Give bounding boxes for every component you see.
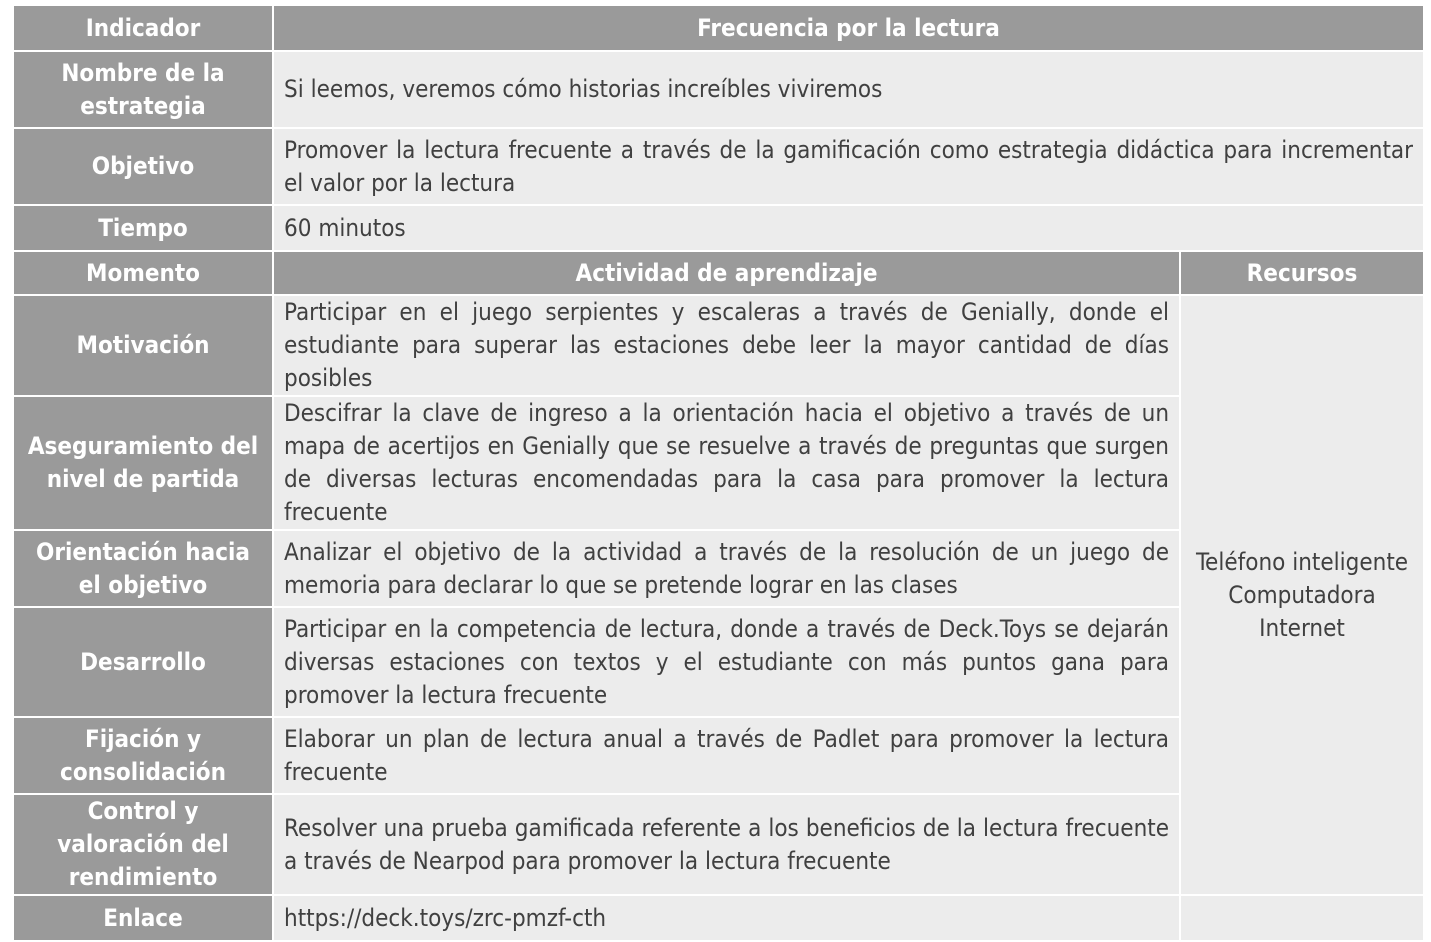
activity-header: Actividad de aprendizaje: [273, 251, 1180, 295]
activity-text: Participar en el juego serpientes y escaleras a través de Genially, donde el estudiante para superar las estaciones debe leer la mayor cantidad de días posibles: [273, 295, 1180, 396]
objective-value: Promover la lectura frecuente a través de la gamificación como estrategia didáctica para incrementar el valor por la lectura: [273, 128, 1424, 205]
moment-label: Control y valoración del rendimiento: [13, 794, 273, 895]
link-label: Enlace: [13, 895, 273, 941]
table-row-objective: [13, 128, 1424, 205]
moment-label: Desarrollo: [13, 607, 273, 717]
table-row-indicator: [13, 5, 1424, 51]
moment-label: Orientación hacia el objetivo: [13, 530, 273, 607]
link-url[interactable]: https://deck.toys/zrc-pmzf-cth: [273, 895, 1180, 941]
activity-text: Descifrar la clave de ingreso a la orientación hacia el objetivo a través de un mapa de acertijos en Genially que se resuelve a través de preguntas que surgen de diversas lecturas encomendadas para la casa para promover la lectura frecuente: [273, 396, 1180, 530]
table-row-time: [13, 205, 1424, 251]
strategy-name-label: Nombre de la estrategia: [13, 51, 273, 128]
time-value: 60 minutos: [273, 205, 1424, 251]
indicator-label: Indicador: [13, 5, 273, 51]
moment-header: Momento: [13, 251, 273, 295]
resource-item: Computadora: [1228, 580, 1376, 609]
table-row-link: [13, 895, 1424, 941]
moment-label: Fijación y consolidación: [13, 717, 273, 794]
moment-label: Aseguramiento del nivel de partida: [13, 396, 273, 530]
table-row-strategy-name: [13, 51, 1424, 128]
resource-item: Internet: [1259, 613, 1345, 642]
resources-header: Recursos: [1180, 251, 1424, 295]
activity-text: Participar en la competencia de lectura, donde a través de Deck.Toys se dejarán diversas estaciones con textos y el estudiante con más puntos gana para promover la lectura frecuente: [273, 607, 1180, 717]
strategy-table: [12, 4, 1425, 942]
table-row: [13, 295, 1424, 396]
resources-cell: [1180, 295, 1424, 895]
activity-text: Elaborar un plan de lectura anual a través de Padlet para promover la lectura frecuente: [273, 717, 1180, 794]
indicator-value: Frecuencia por la lectura: [273, 5, 1424, 51]
objective-label: Objetivo: [13, 128, 273, 205]
strategy-name-value: Si leemos, veremos cómo historias increíbles viviremos: [273, 51, 1424, 128]
resource-item: Teléfono inteligente: [1195, 547, 1409, 576]
table-row-activities-header: [13, 251, 1424, 295]
moment-label: Motivación: [13, 295, 273, 396]
activity-text: Resolver una prueba gamificada referente a los beneficios de la lectura frecuente a través de Nearpod para promover la lectura frecuente: [273, 794, 1180, 895]
link-empty-cell: [1180, 895, 1424, 941]
time-label: Tiempo: [13, 205, 273, 251]
activity-text: Analizar el objetivo de la actividad a través de la resolución de un juego de memoria para declarar lo que se pretende lograr en las clases: [273, 530, 1180, 607]
